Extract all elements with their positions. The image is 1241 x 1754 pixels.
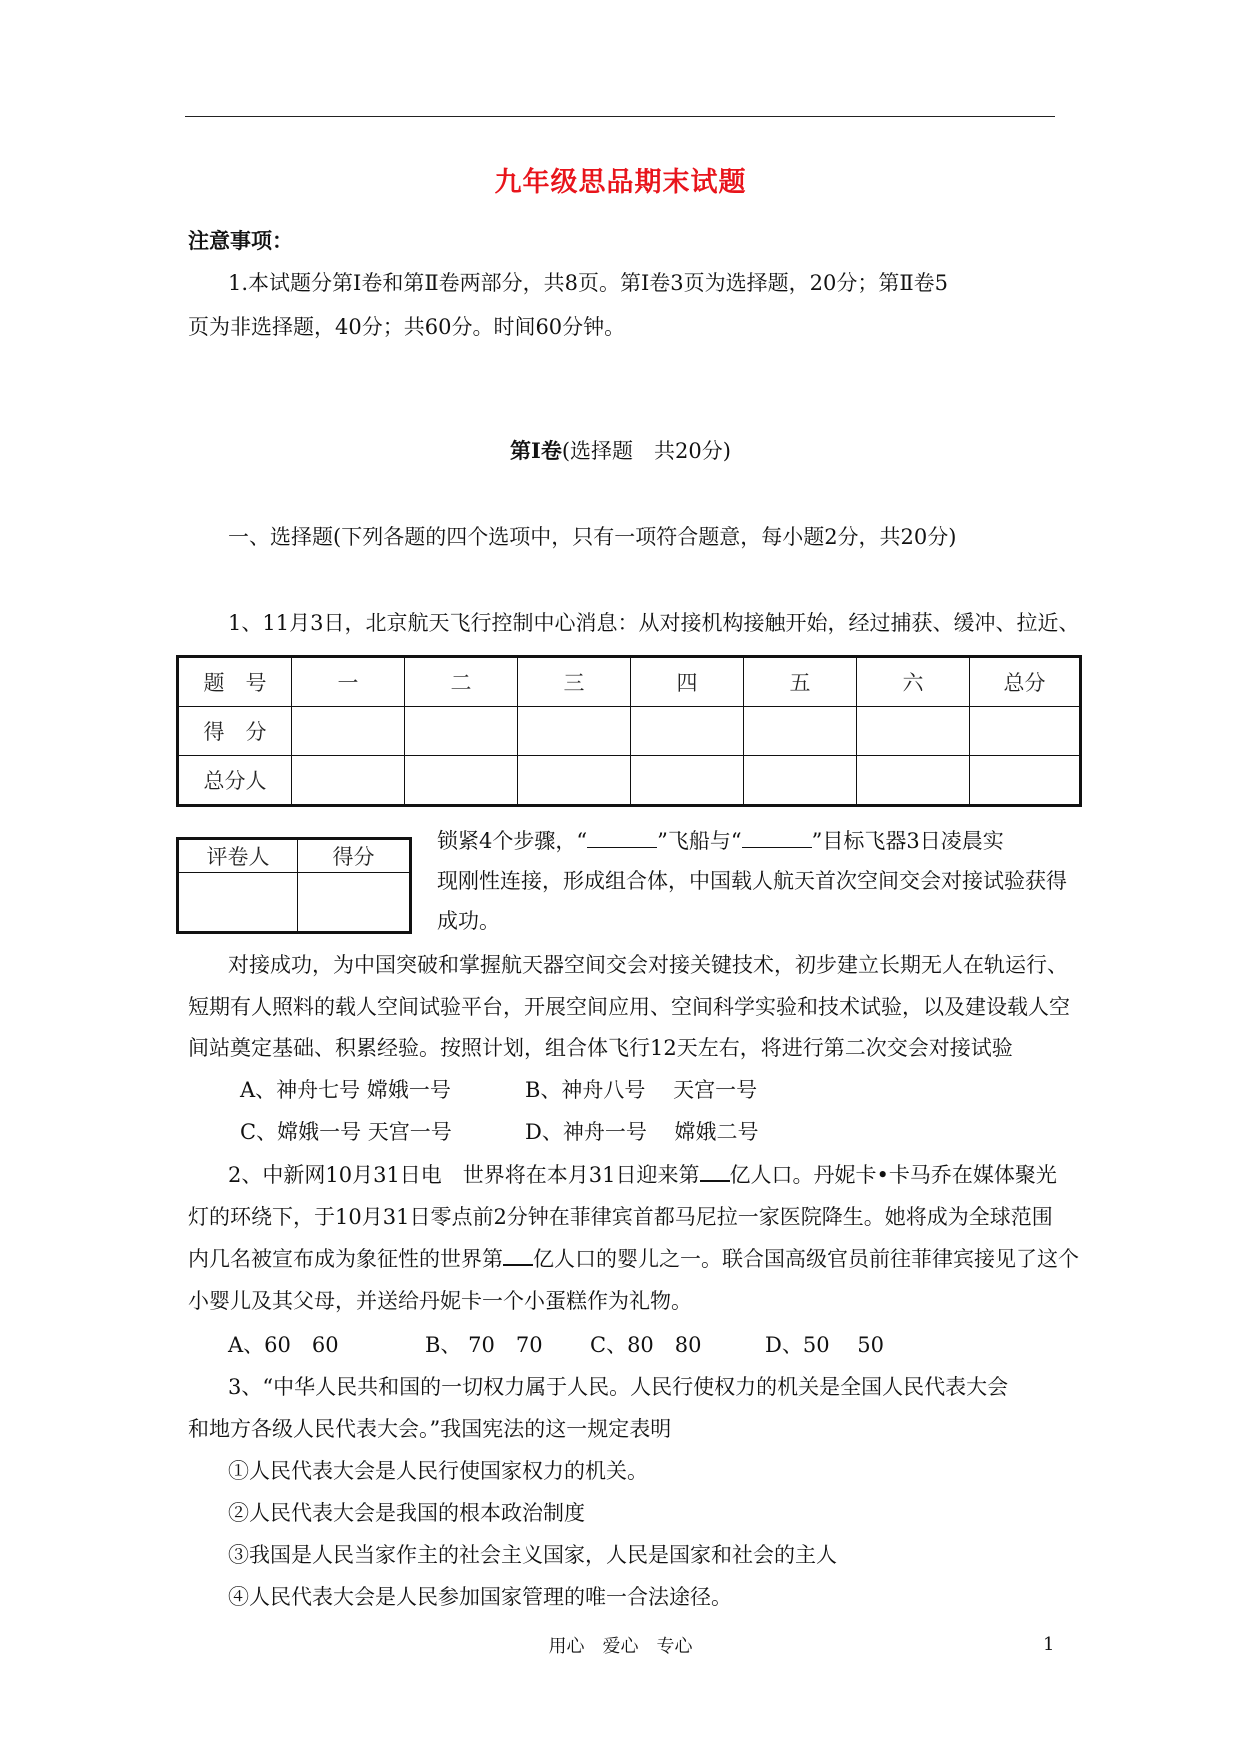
q2-line-1 [228, 1160, 1057, 1190]
q1-line-2 [437, 826, 1004, 856]
q3-statement-2: ②人民代表大会是我国的根本政治制度 [228, 1501, 585, 1525]
q3-line-2: 和地方各级人民代表大会。”我国宪法的这一规定表明 [188, 1417, 672, 1441]
answer-blank [587, 829, 657, 848]
q3-statement-3: ③我国是人民当家作主的社会主义国家，人民是国家和社会的主人 [228, 1543, 837, 1567]
score-cell [405, 707, 518, 756]
q1-option-b: B、神舟八号 天宫一号 [525, 1078, 758, 1102]
score-cell [744, 756, 857, 806]
q3-statement-4: ④人民代表大会是人民参加国家管理的唯一合法途径。 [228, 1585, 732, 1609]
score-cell [292, 756, 405, 806]
notice-line-2: 页为非选择题，40分；共60分。时间60分钟。 [188, 315, 626, 339]
q2-option-a: A、60 60 [228, 1333, 339, 1357]
q2-line-1-part-a: 2、中新网10月31日电 世界将在本月31日迎来第 [228, 1163, 700, 1187]
q2-line-2: 灯的环绕下，于10月31日零点前2分钟在菲律宾首都马尼拉一家医院降生。她将成为全球范围 [188, 1205, 1053, 1229]
q2-option-b: B、 70 70 [425, 1333, 543, 1357]
score-header-cell: 六 [857, 657, 970, 707]
score-cell [744, 707, 857, 756]
score-table-row [178, 756, 1081, 806]
q2-line-1-part-b: 亿人口。丹妮卡•卡马乔在媒体聚光 [729, 1163, 1057, 1187]
q1-line-7: 间站奠定基础、积累经验。按照计划，组合体飞行12天左右，将进行第二次交会对接试验 [188, 1036, 1013, 1060]
grader-table [176, 837, 412, 934]
notice-line-1: 1.本试题分第Ⅰ卷和第Ⅱ卷两部分，共8页。第Ⅰ卷3页为选择题，20分；第Ⅱ卷5 [228, 271, 948, 295]
q1-line-2-part-b: ”飞船与“ [657, 829, 742, 853]
q1-line-2-part-c: ”目标飞器3日凌晨实 [811, 829, 1004, 853]
section-heading: 一、选择题(下列各题的四个选项中，只有一项符合题意，每小题2分，共20分) [228, 525, 957, 549]
q2-option-d: D、50 50 [765, 1333, 884, 1357]
page-number: 1 [1043, 1634, 1055, 1655]
q2-option-c: C、80 80 [590, 1333, 702, 1357]
score-cell [292, 707, 405, 756]
score-header-cell: 四 [631, 657, 744, 707]
score-cell [970, 707, 1081, 756]
grader-header-cell: 得分 [298, 839, 411, 873]
q1-line-2-part-a: 锁紧4个步骤，“ [437, 829, 588, 853]
answer-blank [503, 1246, 533, 1266]
notice-heading: 注意事项： [188, 228, 293, 253]
grader-header-cell: 评卷人 [178, 839, 298, 873]
q1-line-4: 成功。 [437, 909, 500, 933]
q1-option-d: D、神舟一号 嫦娥二号 [525, 1120, 759, 1144]
score-cell [857, 756, 970, 806]
q1-option-c: C、嫦娥一号 天宫一号 [240, 1120, 452, 1144]
score-row-label: 总分人 [178, 756, 292, 806]
volume-heading [0, 436, 1241, 466]
q1-line-3: 现刚性连接，形成组合体，中国载人航天首次空间交会对接试验获得 [437, 869, 1067, 893]
page-title: 九年级思品期末试题 [494, 167, 747, 198]
volume-heading-bold: 第Ⅰ卷 [510, 438, 562, 463]
answer-blank [700, 1162, 730, 1182]
answer-blank [742, 829, 812, 848]
score-cell [405, 756, 518, 806]
q1-option-a: A、神舟七号 嫦娥一号 [240, 1078, 451, 1102]
score-row-label: 得 分 [178, 707, 292, 756]
score-header-cell: 二 [405, 657, 518, 707]
score-table-header-row [178, 657, 1081, 707]
score-header-cell: 三 [518, 657, 631, 707]
score-cell [518, 756, 631, 806]
q2-line-4: 小婴儿及其父母，并送给丹妮卡一个小蛋糕作为礼物。 [188, 1289, 692, 1313]
footer-motto: 用心 爱心 专心 [548, 1636, 693, 1657]
score-header-cell: 总分 [970, 657, 1081, 707]
score-table-row [178, 707, 1081, 756]
q2-line-3-part-b: 亿人口的婴儿之一。联合国高级官员前往菲律宾接见了这个 [533, 1247, 1079, 1271]
q3-line-1: 3、“中华人民共和国的一切权力属于人民。人民行使权力的机关是全国人民代表大会 [228, 1375, 1009, 1399]
score-cell [518, 707, 631, 756]
score-header-cell: 一 [292, 657, 405, 707]
grader-cell [298, 873, 411, 933]
volume-heading-rest: (选择题 共20分) [561, 439, 731, 463]
score-header-cell: 题 号 [178, 657, 292, 707]
q3-statement-1: ①人民代表大会是人民行使国家权力的机关。 [228, 1459, 648, 1483]
score-cell [631, 707, 744, 756]
score-header-cell: 五 [744, 657, 857, 707]
q2-line-3 [188, 1244, 1079, 1274]
header-rule [185, 116, 1055, 117]
q1-line-6: 短期有人照料的载人空间试验平台，开展空间应用、空间科学实验和技术试验，以及建设载人空 [188, 995, 1070, 1019]
score-cell [970, 756, 1081, 806]
score-cell [857, 707, 970, 756]
score-table [176, 655, 1082, 807]
q1-line-5: 对接成功，为中国突破和掌握航天器空间交会对接关键技术，初步建立长期无人在轨运行、 [228, 953, 1068, 977]
grader-cell [178, 873, 298, 933]
q2-line-3-part-a: 内几名被宣布成为象征性的世界第 [188, 1247, 503, 1271]
q1-line-1: 1、11月3日，北京航天飞行控制中心消息：从对接机构接触开始，经过捕获、缓冲、拉近、 [228, 611, 1080, 635]
score-cell [631, 756, 744, 806]
